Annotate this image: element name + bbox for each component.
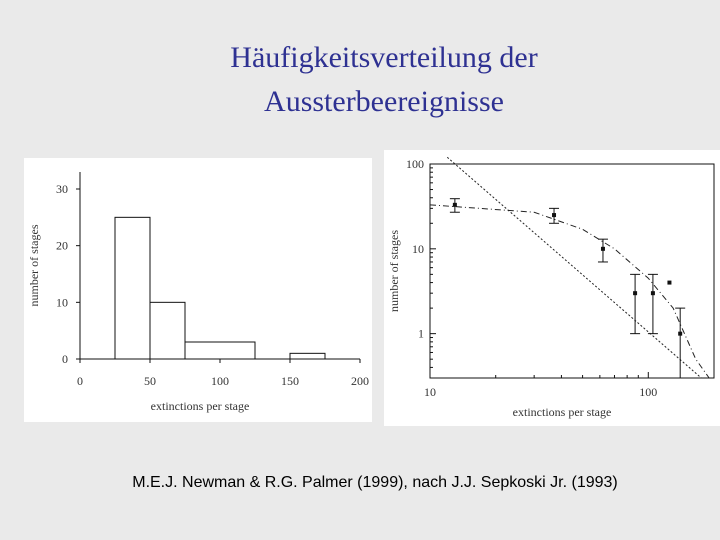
data-point-2 [601,247,605,251]
x-tick-label: 150 [281,374,299,388]
y-tick-label: 1 [418,326,424,341]
y-axis-label: number of stages [27,224,41,307]
y-tick-label: 100 [406,157,424,171]
loglog-chart [384,150,720,426]
y-tick-label: 30 [56,182,68,196]
x-tick-label: 200 [351,374,369,388]
data-point-6 [678,332,682,336]
y-tick-label: 0 [62,352,68,366]
data-point-5 [667,281,671,285]
histogram-bar-3 [290,353,325,359]
data-point-4 [651,291,655,295]
loglog-panel [384,150,720,426]
x-axis-label: extinctions per stage [512,405,612,419]
y-tick-label: 10 [412,241,424,256]
title-line-2: Aussterbeereignisse [264,85,504,118]
x-tick-label: 10 [424,385,436,399]
x-tick-label: 100 [211,374,229,388]
histogram-bar-0 [115,217,150,359]
histogram-chart [24,158,372,422]
title-line-1: Häufigkeitsverteilung der [230,41,538,74]
fit-line-1 [430,205,709,378]
x-tick-label: 100 [639,385,658,399]
page-title [0,36,720,124]
data-point-3 [633,291,637,295]
fit-line-0 [447,157,701,378]
x-axis-label: extinctions per stage [150,399,250,413]
histogram-panel [24,158,372,422]
y-tick-label: 10 [56,295,68,310]
histogram-bar-1 [150,302,185,359]
y-tick-label: 20 [56,238,68,253]
y-axis-label: number of stages [387,230,401,312]
x-tick-label: 50 [144,374,156,388]
source-caption: M.E.J. Newman & R.G. Palmer (1999), nach J.J. Sepkoski Jr. (1993) [132,474,618,491]
plot-frame [430,164,714,378]
data-point-1 [552,213,556,217]
data-point-0 [453,203,457,207]
x-tick-label: 0 [77,374,83,388]
histogram-bar-2 [185,342,255,359]
